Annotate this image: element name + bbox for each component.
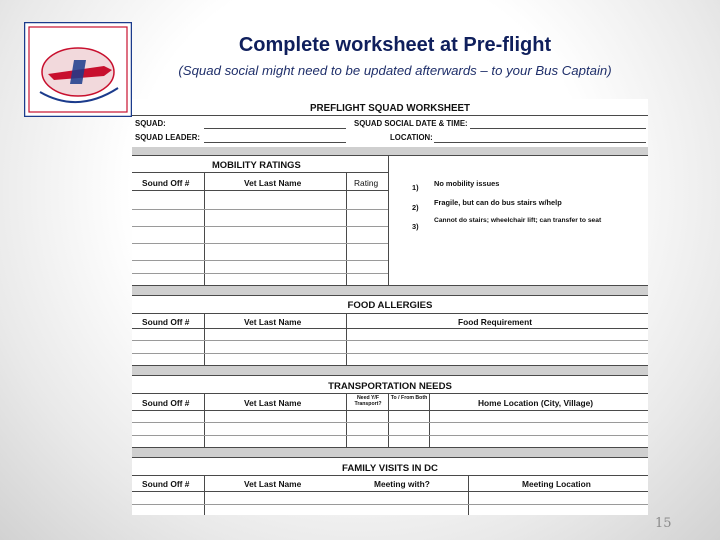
- rating-2-number: 2): [412, 203, 419, 212]
- page-title: Complete worksheet at Pre-flight: [238, 34, 552, 56]
- social-date-label: SQUAD SOCIAL DATE & TIME:: [354, 119, 468, 128]
- rating-1-text: No mobility issues: [434, 179, 500, 188]
- transportation-heading: TRANSPORTATION NEEDS: [328, 381, 452, 392]
- mobility-heading: MOBILITY RATINGS: [212, 159, 301, 170]
- col-to-from: To / From Both: [390, 395, 428, 401]
- col-vet-last-name: Vet Last Name: [244, 317, 302, 327]
- food-allergies-heading: FOOD ALLERGIES: [347, 300, 433, 311]
- worksheet-title: PREFLIGHT SQUAD WORKSHEET: [309, 103, 471, 114]
- col-sound-off: Sound Off #: [142, 398, 190, 408]
- location-field[interactable]: [434, 142, 646, 143]
- rating-3-number: 3): [412, 222, 419, 231]
- social-date-field[interactable]: [470, 128, 646, 129]
- rating-3-text: Cannot do stairs; wheelchair lift; can transfer to seat: [434, 217, 602, 224]
- col-sound-off: Sound Off #: [142, 479, 190, 489]
- col-sound-off: Sound Off #: [142, 178, 190, 188]
- squad-leader-label: SQUAD LEADER:: [135, 133, 200, 142]
- col-meeting-with: Meeting with?: [374, 479, 430, 489]
- col-food-requirement: Food Requirement: [458, 317, 532, 327]
- page-subtitle: (Squad social might need to be updated afterwards – to your Bus Captain): [178, 63, 612, 78]
- rating-2-text: Fragile, but can do bus stairs w/help: [434, 198, 562, 207]
- squad-leader-field[interactable]: [204, 142, 346, 143]
- rating-1-number: 1): [412, 183, 419, 192]
- col-sound-off: Sound Off #: [142, 317, 190, 327]
- col-rating: Rating: [354, 178, 379, 188]
- family-visits-heading: FAMILY VISITS IN DC: [342, 463, 438, 474]
- page-number: 15: [655, 516, 672, 531]
- col-meeting-location: Meeting Location: [522, 479, 591, 489]
- col-vet-last-name: Vet Last Name: [244, 178, 302, 188]
- villages-honor-flight-logo: [24, 22, 132, 117]
- squad-field[interactable]: [204, 128, 346, 129]
- col-home-location: Home Location (City, Village): [478, 398, 594, 408]
- col-vet-last-name: Vet Last Name: [244, 398, 302, 408]
- location-label: LOCATION:: [390, 133, 433, 142]
- col-vet-last-name: Vet Last Name: [244, 479, 302, 489]
- squad-label: SQUAD:: [135, 119, 166, 128]
- divider: [132, 115, 648, 116]
- preflight-squad-worksheet: [132, 99, 648, 515]
- col-need-transport: Need Y/F Transport?: [354, 395, 382, 407]
